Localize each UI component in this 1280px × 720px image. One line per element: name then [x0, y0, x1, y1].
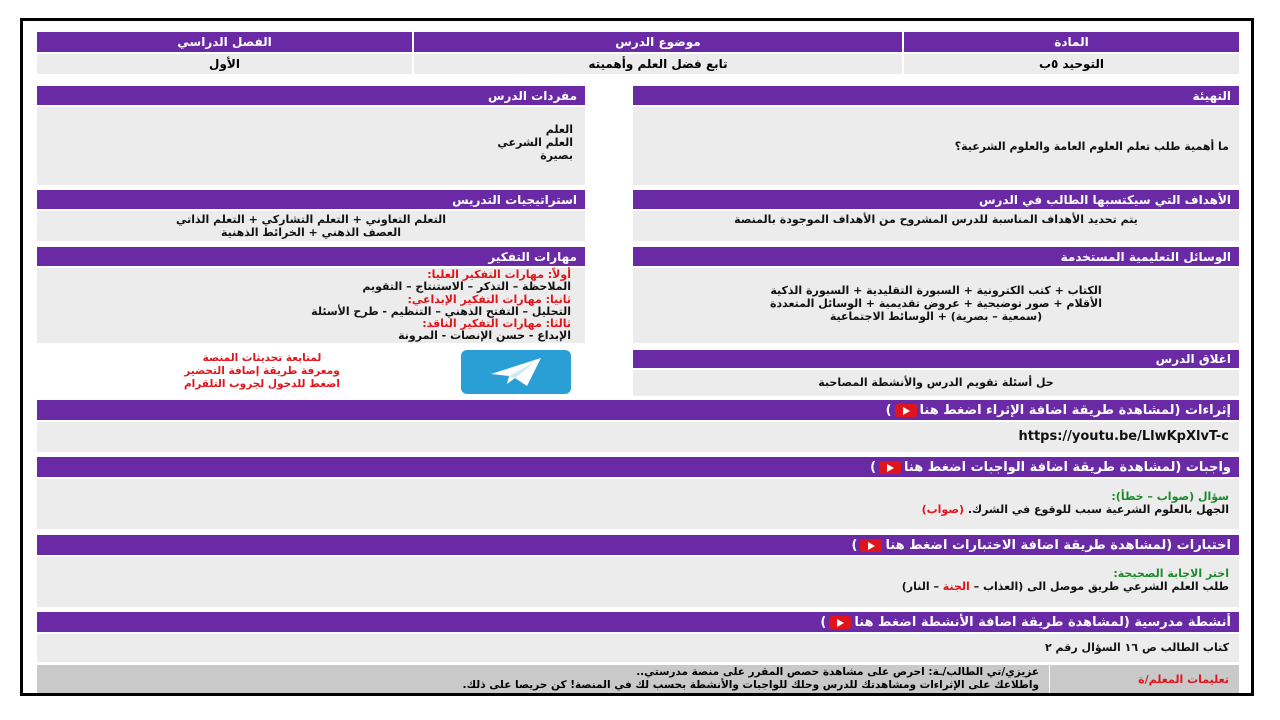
tests-answer: الجنة [942, 580, 970, 593]
vocab-item: العلم [545, 123, 573, 136]
homework-answer: (صواب) [921, 503, 964, 516]
tests-title-bar[interactable] [37, 535, 1239, 555]
telegram-promo[interactable] [147, 352, 377, 391]
intro-title: التهيئة [633, 86, 1239, 105]
goals-text: يتم تحديد الأهداف المناسبة للدرس المشروح من الأهداف الموجودة بالمنصة [734, 213, 1138, 226]
tests-question-label: اختر الاجابة الصحيحة: [1113, 567, 1229, 580]
tools-box [633, 268, 1239, 343]
tools-line: (سمعية – بصرية) + الوسائط الاجتماعية [829, 310, 1043, 323]
tests-question-suffix: – النار) [901, 580, 939, 593]
youtube-icon[interactable] [829, 616, 851, 629]
subject-value: التوحيد ٥ب [902, 54, 1239, 74]
thinking-heading: أولاً: مهارات التفكير العليا: [427, 268, 571, 281]
subject-label: المادة [902, 32, 1239, 52]
enrichment-link[interactable]: https://youtu.be/LlwKpXlvT-c [1018, 429, 1229, 444]
header-labels [37, 32, 1239, 52]
activities-title-bar[interactable] [37, 612, 1239, 632]
closing-title: اغلاق الدرس [633, 350, 1239, 368]
page-frame [20, 18, 1254, 696]
telegram-line: لمتابعة تحديثات المنصة [202, 352, 322, 364]
tools-line: الأقلام + صور توضيحية + عروض تقديمية + الوسائل المتعددة [769, 297, 1102, 310]
homework-box [37, 479, 1239, 529]
teacher-line: واطلاعك على الإثراءات ومشاهدتك للدرس وحلك للواجبات والأنشطة بحسب لك في المنصة! كن حريصا على ذلك. [462, 678, 1039, 691]
youtube-icon[interactable] [879, 461, 901, 474]
tests-close: ) [851, 537, 858, 553]
activities-close: ) [820, 614, 827, 630]
header-values [37, 54, 1239, 74]
homework-title-bar[interactable] [37, 457, 1239, 477]
strategies-line: التعلم التعاوني + التعلم التشاركي + التعلم الذاتي [175, 213, 447, 226]
thinking-text: الإبداع - حسن الإنصات - المرونة [398, 329, 571, 343]
strategies-box [37, 211, 585, 241]
activities-box [37, 634, 1239, 662]
topic-label: موضوع الدرس [412, 32, 902, 52]
topic-value: تابع فضل العلم وأهميته [412, 54, 902, 74]
thinking-box [37, 268, 585, 343]
enrichment-close: ) [885, 402, 892, 418]
closing-text: حل أسئلة تقويم الدرس والأنشطة المصاحبة [818, 376, 1054, 389]
homework-question-text: الجهل بالعلوم الشرعية سبب للوقوع في الشرك. [967, 503, 1229, 516]
homework-title: واجبات (لمشاهدة طريقة اضافة الواجبات اضغط هنا [904, 459, 1231, 475]
youtube-icon[interactable] [860, 539, 882, 552]
activities-title: أنشطة مدرسية (لمشاهدة طريقة اضافة الأنشطة اضغط هنا [854, 614, 1231, 630]
term-value: الأول [37, 54, 412, 74]
thinking-text: التحليل – التفتح الذهني – التنظيم - طرح الأسئلة [311, 304, 571, 318]
vocab-title: مفردات الدرس [37, 86, 585, 105]
tests-box [37, 557, 1239, 607]
vocab-item: بصيرة [540, 149, 573, 162]
teacher-line: عزيزي/تي الطالب/ـة: احرص على مشاهدة حصص المقرر على منصة مدرستي.. [636, 666, 1039, 678]
tools-line: الكتاب + كتب الكترونية + السبورة التقليدية + السبورة الذكية [770, 284, 1102, 297]
homework-question-label: سؤال (صواب – خطأ): [1111, 490, 1229, 503]
vocab-box [37, 107, 585, 185]
strategies-line: العصف الذهني + الخرائط الذهنية [221, 226, 401, 239]
teacher-label: تعليمات المعلم/ة [1049, 665, 1239, 693]
vocab-item: العلم الشرعي [497, 136, 573, 149]
intro-box [633, 107, 1239, 185]
thinking-heading: ثانيا: مهارات التفكير الإبداعي: [407, 292, 571, 306]
closing-box [633, 370, 1239, 396]
teacher-text [37, 665, 1049, 693]
intro-text: ما أهمية طلب تعلم العلوم العامة والعلوم الشرعية؟ [954, 139, 1229, 153]
telegram-icon[interactable] [461, 350, 571, 394]
tests-title: اختبارات (لمشاهدة طريقة اضافة الاختبارات اضغط هنا [885, 537, 1231, 553]
teacher-row [37, 665, 1239, 693]
enrichment-box [37, 422, 1239, 452]
thinking-heading: ثالثا: مهارات التفكير الناقد: [422, 317, 571, 331]
term-label: الفصل الدراسي [37, 32, 412, 52]
tests-question-prefix: طلب العلم الشرعي طريق موصل الى (العذاب – [973, 580, 1229, 593]
strategies-title: استراتيجيات التدريس [37, 190, 585, 209]
activities-text: كتاب الطالب ص ١٦ السؤال رقم ٢ [1044, 641, 1229, 654]
telegram-line: ومعرفة طريقة إضافة التحضير [184, 365, 340, 377]
thinking-text: الملاحظة – التذكر – الاستنتاج – التقويم [362, 280, 571, 294]
homework-close: ) [870, 459, 877, 475]
enrichment-title-bar[interactable] [37, 400, 1239, 420]
goals-box [633, 211, 1239, 241]
enrichment-title: إثراءات (لمشاهدة طريقة اضافة الإثراء اضغط هنا [919, 402, 1231, 418]
goals-title: الأهداف التي سيكتسبها الطالب في الدرس [633, 190, 1239, 209]
youtube-icon[interactable] [895, 404, 917, 417]
thinking-title: مهارات التفكير [37, 247, 585, 266]
telegram-line: اضغط للدخول لجروب التلقرام [183, 378, 341, 390]
tools-title: الوسائل التعليمية المستخدمة [633, 247, 1239, 266]
